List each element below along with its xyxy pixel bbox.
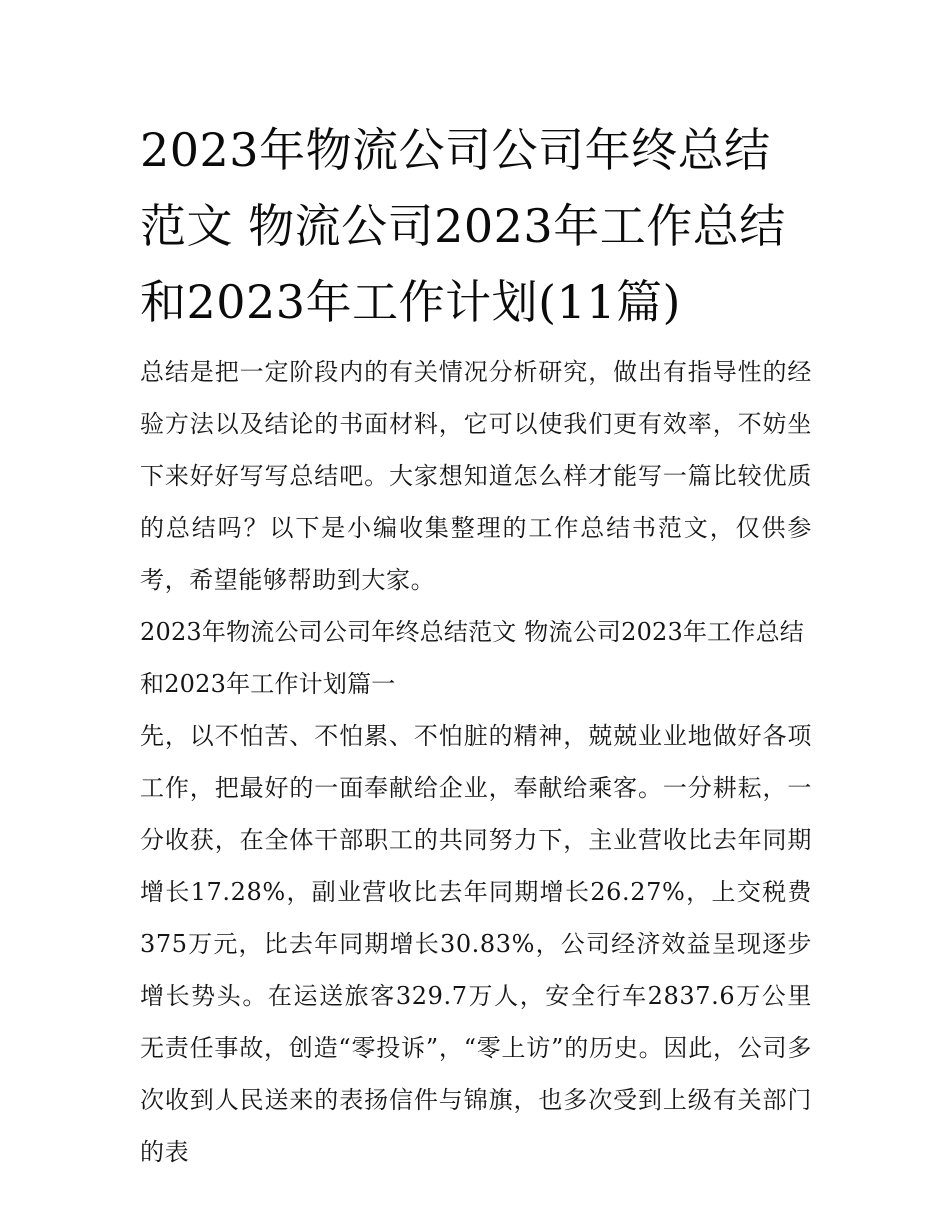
section-heading: 2023年物流公司公司年终总结范文 物流公司2023年工作总结和2023年工作计划篇一	[140, 618, 804, 698]
document-title: 2023年物流公司公司年终总结范文 物流公司2023年工作总结和2023年工作计划(11篇)	[140, 123, 786, 329]
intro-paragraph: 总结是把一定阶段内的有关情况分析研究，做出有指导性的经验方法以及结论的书面材料，它可以使我们更有效率，不妨坐下来好好写写总结吧。大家想知道怎么样才能写一篇比较优质的总结吗？以下是小编收集整理的工作总结书范文，仅供参考，希望能够帮助到大家。	[140, 358, 812, 594]
body-paragraph: 先，以不怕苦、不怕累、不怕脏的精神，兢兢业业地做好各项工作，把最好的一面奉献给企业，奉献给乘客。一分耕耘，一分收获，在全体干部职工的共同努力下，主业营收比去年同期增长17.28%，副业营收比去年同期增长26.27%，上交税费375万元，比去年同期增长30.83%，公司经济效益呈现逐步增长势头。在运送旅客329.7万人，安全行车2837.6万公里无责任事故，创造“零投诉”，“零上访”的历史。因此，公司多次收到人民送来的表扬信件与锦旗，也多次受到上级有关部门的表	[140, 722, 812, 1166]
document-content	[140, 112, 812, 1178]
